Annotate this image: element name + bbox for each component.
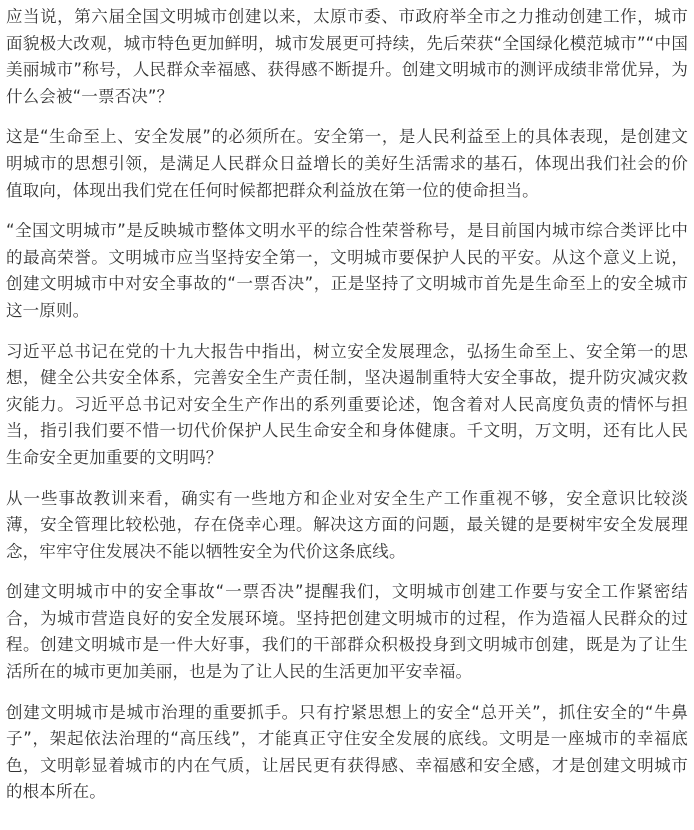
paragraph: 应当说，第六届全国文明城市创建以来，太原市委、市政府举全市之力推动创建工作，城市面貌极大改观，城市特色更加鲜明，城市发展更可持续，先后荣获“全国绿化模范城市”“中国美丽城市”称号，人民群众幸福感、获得感不断提升。创建文明城市的测评成绩非常优异，为什么会被“一票否决”？ <box>6 7 688 106</box>
paragraph: 习近平总书记在党的十九大报告中指出，树立安全发展理念，弘扬生命至上、安全第一的思想，健全公共安全体系，完善安全生产责任制，坚决遏制重特大安全事故，提升防灾减灾救灾能力。习近平总书记对安全生产作出的系列重要论述，饱含着对人民高度负责的情怀与担当，指引我们要不惜一切代价保护人民生命安全和身体健康。千文明，万文明，还有比人民生命安全更加重要的文明吗？ <box>6 341 688 467</box>
paragraph: 这是“生命至上、安全发展”的必须所在。安全第一，是人民利益至上的具体表现，是创建文明城市的思想引领，是满足人民群众日益增长的美好生活需求的基石，体现出我们社会的价值取向，体现出我们党在任何时候都把群众利益放在第一位的使命担当。 <box>6 127 688 200</box>
article-body <box>0 4 694 806</box>
paragraph: “全国文明城市”是反映城市整体文明水平的综合性荣誉称号，是目前国内城市综合类评比中的最高荣誉。文明城市应当坚持安全第一，文明城市要保护人民的平安。从这个意义上说，创建文明城市中对安全事故的“一票否决”，正是坚持了文明城市首先是生命至上的安全城市这一原则。 <box>6 221 688 320</box>
paragraph: 创建文明城市是城市治理的重要抓手。只有拧紧思想上的安全“总开关”，抓住安全的“牛鼻子”，架起依法治理的“高压线”，才能真正守住安全发展的底线。文明是一座城市的幸福底色，文明彰显着城市的内在气质，让居民更有获得感、幸福感和安全感，才是创建文明城市的根本所在。 <box>6 702 688 802</box>
paragraph: 创建文明城市中的安全事故“一票否决”提醒我们，文明城市创建工作要与安全工作紧密结合，为城市营造良好的安全发展环境。坚持把创建文明城市的过程，作为造福人民群众的过程。创建文明城市是一件大好事，我们的干部群众积极投身到文明城市创建，既是为了让生活所在的城市更加美丽，也是为了让人民的生活更加平安幸福。 <box>6 582 688 682</box>
paragraph: 从一些事故教训来看，确实有一些地方和企业对安全生产工作重视不够，安全意识比较淡薄，安全管理比较松弛，存在侥幸心理。解决这方面的问题，最关键的是要树牢安全发展理念，牢牢守住发展决不能以牺牲安全为代价这条底线。 <box>6 488 688 561</box>
